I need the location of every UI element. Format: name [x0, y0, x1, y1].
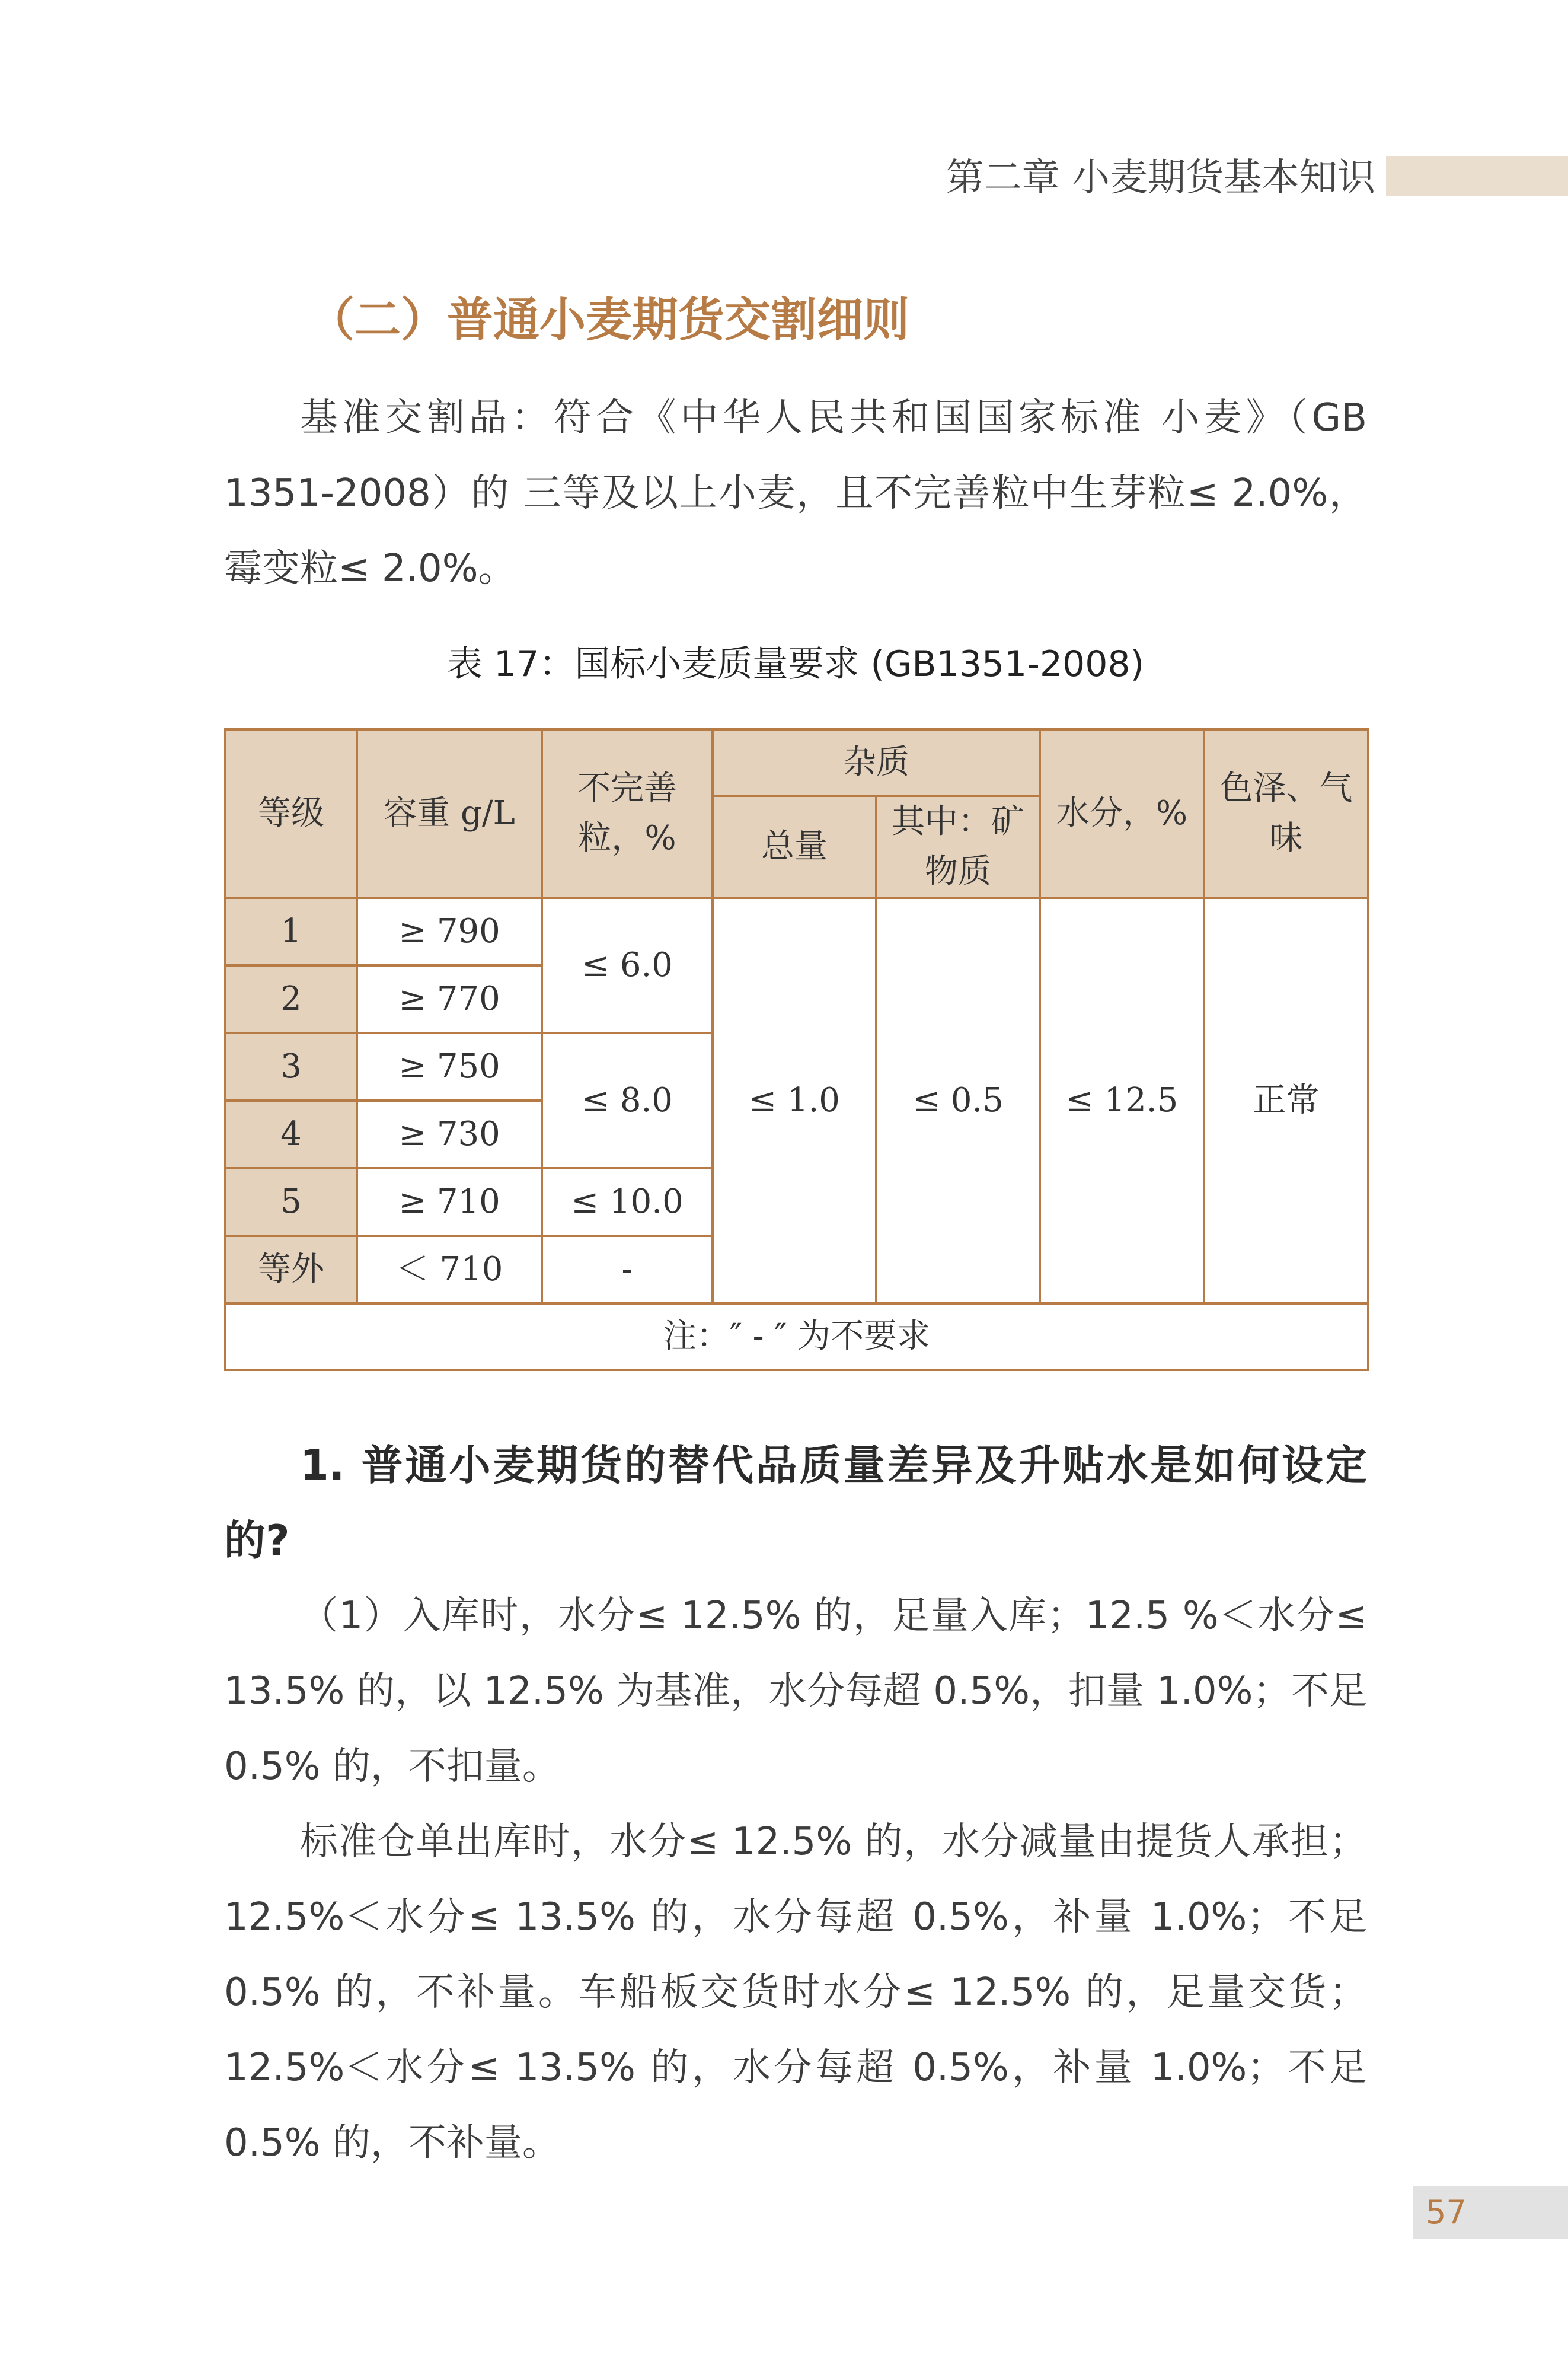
header-impurity-mineral: 其中：矿物质 — [876, 796, 1040, 898]
density-cell: ≥ 750 — [357, 1033, 542, 1101]
imperfect-cell: ≤ 10.0 — [542, 1168, 713, 1236]
grade-cell: 2 — [225, 965, 357, 1033]
density-cell: ≥ 710 — [357, 1168, 542, 1236]
header-impurity-total: 总量 — [713, 796, 876, 898]
intro-paragraph: 基准交割品：符合《中华人民共和国国家标准 小麦》（GB 1351-2008）的 三等及以上小麦，且不完善粒中生芽粒≤ 2.0%，霉变粒≤ 2.0%。 — [224, 396, 1367, 591]
section-heading: （二）普通小麦期货交割细则 — [308, 294, 910, 347]
grade-cell: 等外 — [225, 1236, 357, 1303]
moisture-cell: ≤ 12.5 — [1040, 898, 1204, 1303]
table-caption: 表 17：国标小麦质量要求 (GB1351-2008) — [446, 643, 1144, 685]
impurity-mineral-cell: ≤ 0.5 — [876, 898, 1040, 1303]
body-paragraph-1: （1）入库时，水分≤ 12.5% 的，足量入库；12.5 %＜水分≤ 13.5% 的，以 12.5% 为基准，水分每超 0.5%，扣量 1.0%；不足 0.5% 的，不扣量。 — [224, 1594, 1367, 1788]
header-imperfect: 不完善粒，% — [542, 729, 713, 898]
header-color-smell: 色泽、气味 — [1204, 729, 1368, 898]
header-grade: 等级 — [225, 729, 357, 898]
imperfect-cell: ≤ 8.0 — [542, 1033, 713, 1168]
table-note: 注：″ - ″ 为不要求 — [225, 1303, 1368, 1370]
table-note-row — [225, 1303, 1368, 1370]
header-density: 容重 g/L — [357, 729, 542, 898]
density-cell: ≥ 730 — [357, 1101, 542, 1168]
imperfect-cell: - — [542, 1236, 713, 1303]
grade-cell: 4 — [225, 1101, 357, 1168]
header-moisture: 水分，% — [1040, 729, 1204, 898]
density-cell: ≥ 770 — [357, 965, 542, 1033]
body-paragraph-2: 标准仓单出库时，水分≤ 12.5% 的，水分减量由提货人承担；12.5%＜水分≤ 13.5% 的，水分每超 0.5%，补量 1.0%；不足 0.5% 的，不补量。车船板交货时水分≤ 12.5% 的，足量交货；12.5%＜水分≤ 13.5% 的，水分每超 0.5%，补量 1.0%；不足 0.5% 的，不补量。 — [224, 1820, 1367, 2165]
question-heading: 1. 普通小麦期货的替代品质量差异及升贴水是如何设定的? — [224, 1441, 1367, 1565]
header-impurity: 杂质 — [713, 729, 1040, 796]
grade-cell: 5 — [225, 1168, 357, 1236]
page-number: 57 — [1426, 2193, 1467, 2231]
grade-cell: 3 — [225, 1033, 357, 1101]
header-accent-bar — [1386, 156, 1568, 196]
color-smell-cell: 正常 — [1204, 898, 1368, 1303]
table-row — [225, 898, 1368, 965]
density-cell: ≥ 790 — [357, 898, 542, 965]
imperfect-cell: ≤ 6.0 — [542, 898, 713, 1033]
grade-cell: 1 — [225, 898, 357, 965]
density-cell: ＜ 710 — [357, 1236, 542, 1303]
chapter-title: 第二章 小麦期货基本知识 — [946, 156, 1375, 200]
impurity-total-cell: ≤ 1.0 — [713, 898, 876, 1303]
wheat-quality-table — [224, 728, 1369, 1371]
